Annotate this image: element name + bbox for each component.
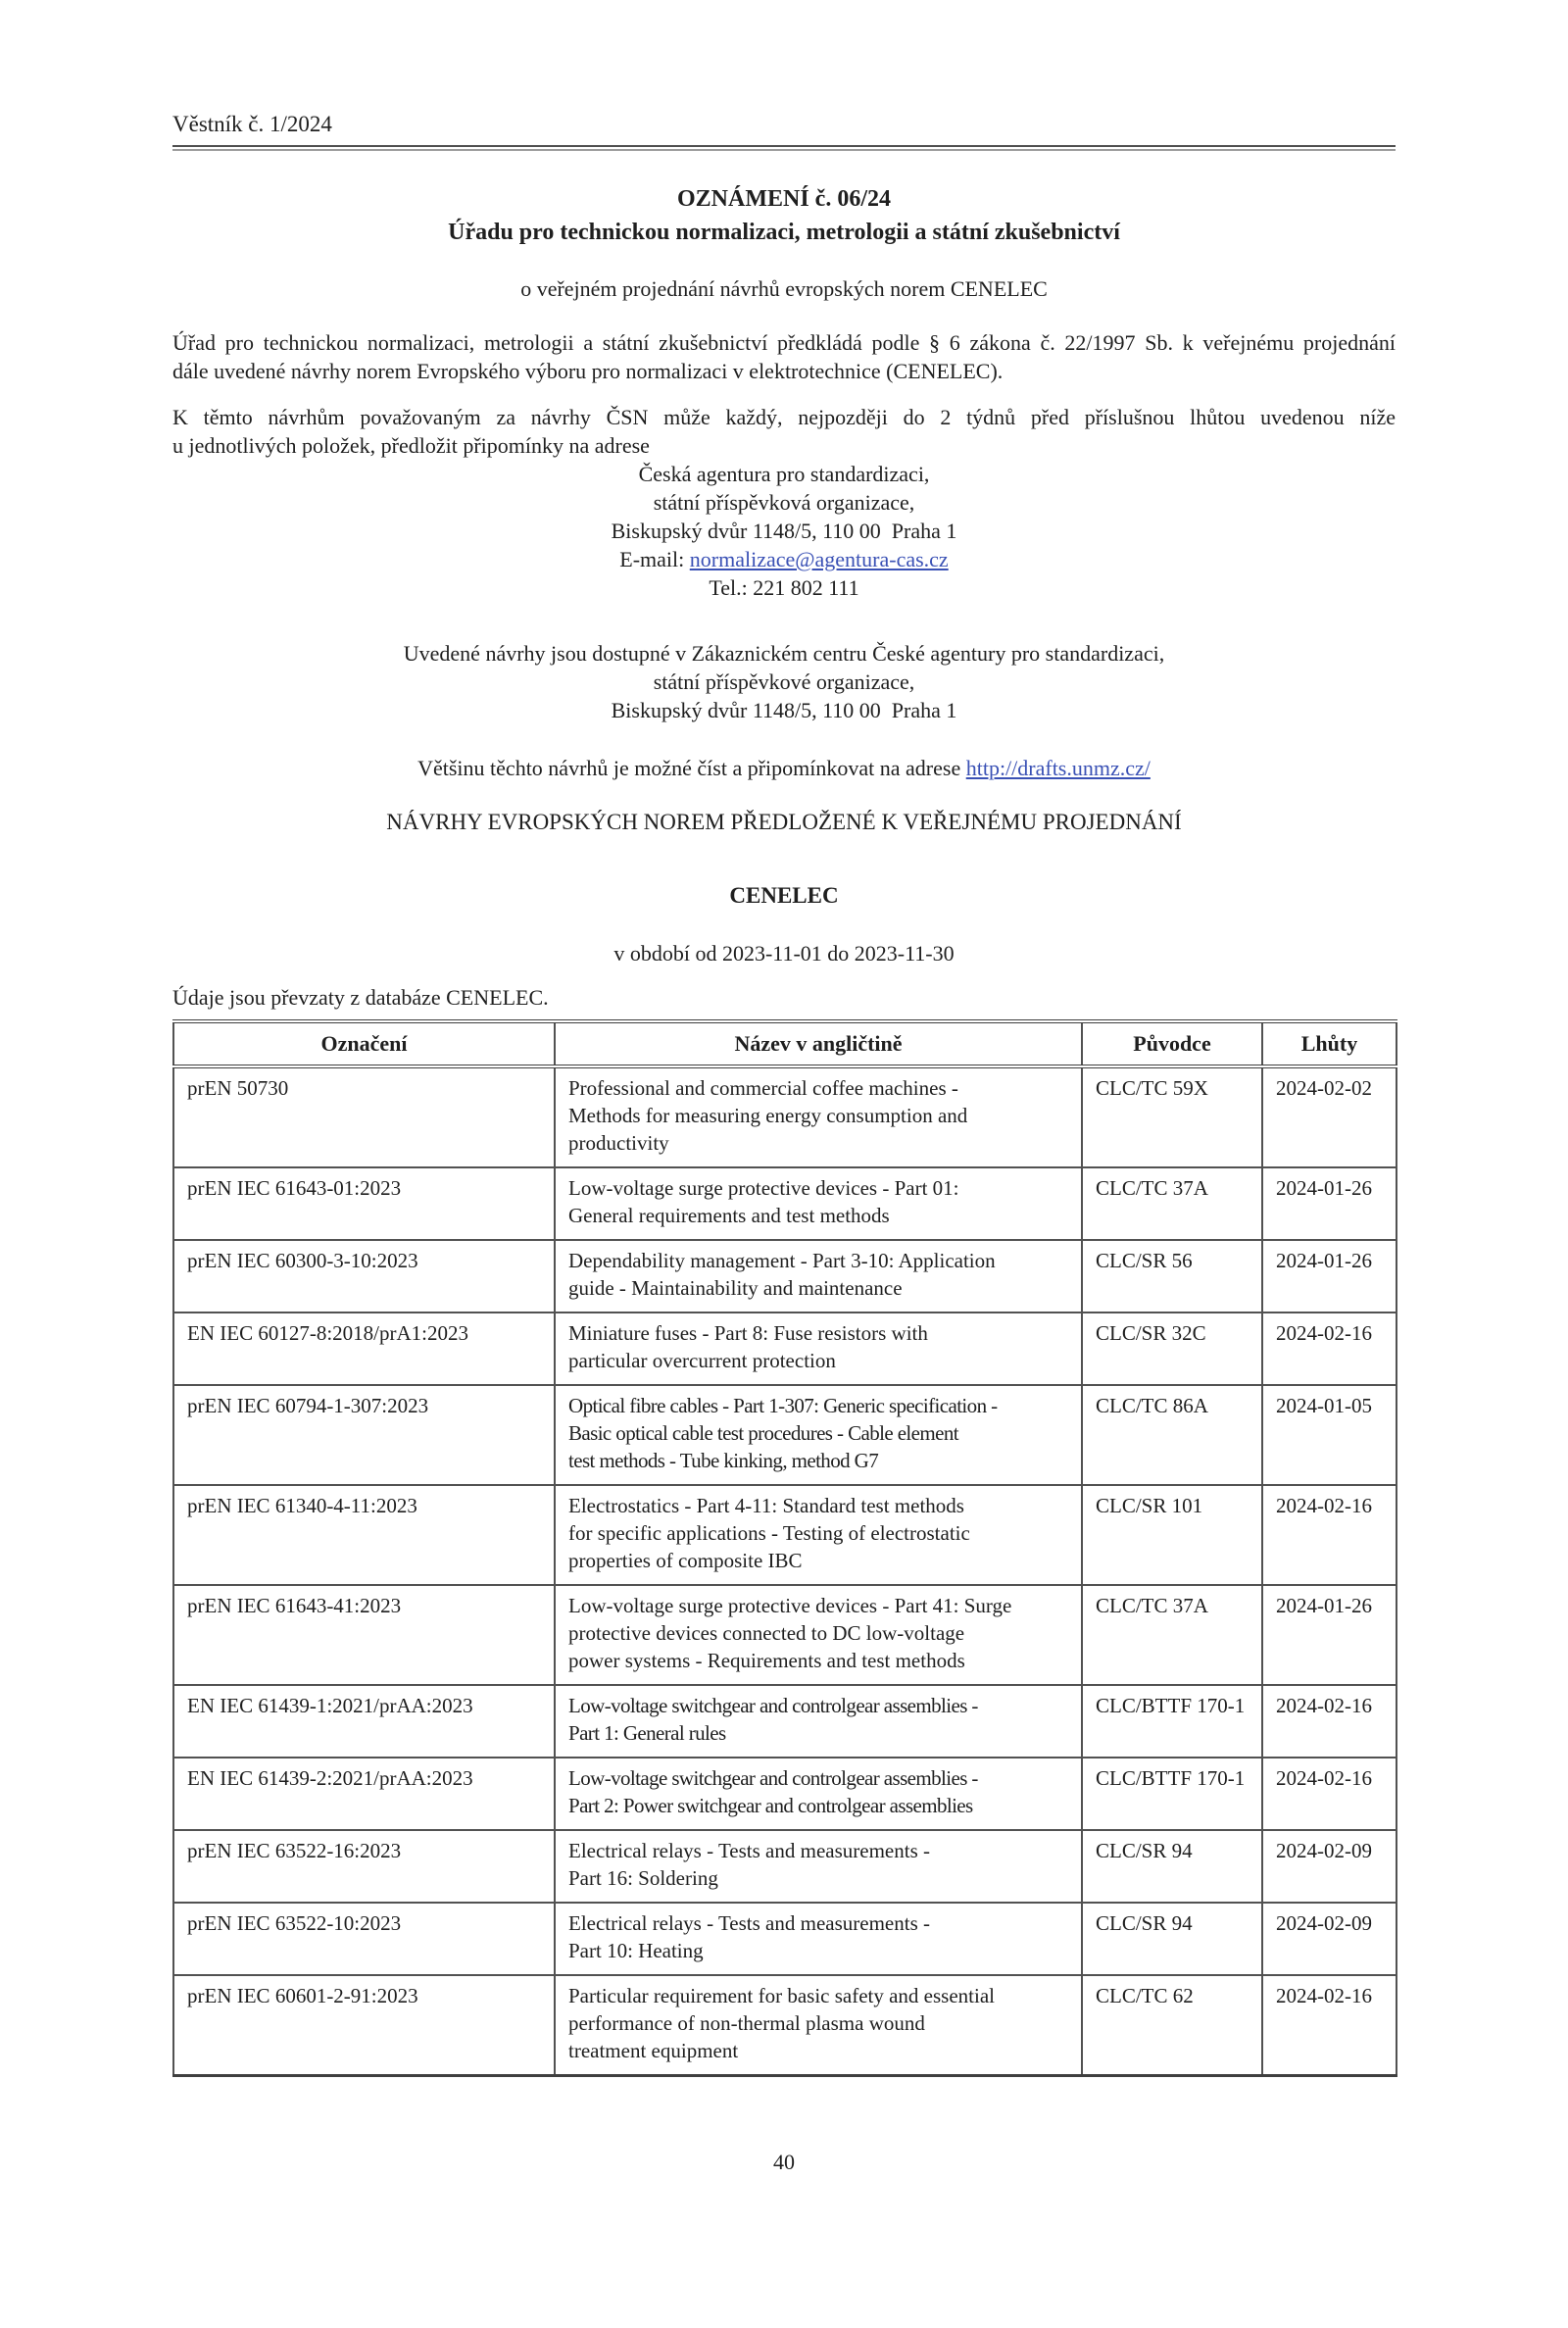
table-row: [173, 1240, 1396, 1313]
cell-originator: CLC/SR 32C: [1082, 1313, 1262, 1385]
contact-org-name: Česká agentura pro standardizaci,: [638, 462, 930, 486]
cell-deadline: 2024-02-16: [1262, 1758, 1396, 1830]
standards-table: [172, 1019, 1397, 2077]
cell-designation: prEN IEC 61643-01:2023: [173, 1167, 555, 1240]
table-row: [173, 1585, 1396, 1685]
column-header-designation: Označení: [173, 1021, 555, 1066]
cell-originator: CLC/TC 37A: [1082, 1585, 1262, 1685]
intro-line-1: Úřad pro technickou normalizaci, metrologii a státní zkušebnictví předkládá podle § 6 zákona č. 22/1997 Sb. k veřejnému projednání: [172, 330, 1396, 355]
table-row: [173, 1313, 1396, 1385]
cell-designation: EN IEC 61439-2:2021/prAA:2023: [173, 1758, 555, 1830]
availability-address-block: [172, 639, 1396, 724]
cell-originator: CLC/SR 101: [1082, 1485, 1262, 1585]
header-divider-rule: [172, 145, 1396, 151]
cell-title: Professional and commercial coffee machines - Methods for measuring energy consumption and productivity: [555, 1066, 1082, 1167]
notice-title: OZNÁMENÍ č. 06/24: [677, 186, 891, 212]
table-header-row: [173, 1021, 1396, 1066]
cell-title: Dependability management - Part 3-10: Application guide - Maintainability and maintenance: [555, 1240, 1082, 1313]
cell-title: Low-voltage switchgear and controlgear assemblies - Part 2: Power switchgear and controlgear assemblies: [555, 1758, 1082, 1830]
period-line: v období od 2023-11-01 do 2023-11-30: [613, 941, 955, 966]
table-row: [173, 1758, 1396, 1830]
drafts-portal-link[interactable]: http://drafts.unmz.cz/: [965, 756, 1151, 780]
organization-heading: CENELEC: [729, 883, 839, 908]
table-row: [173, 1685, 1396, 1758]
cell-originator: CLC/BTTF 170-1: [1082, 1685, 1262, 1758]
cell-designation: prEN IEC 60300-3-10:2023: [173, 1240, 555, 1313]
availability-line-3: Biskupský dvůr 1148/5, 110 00 Praha 1: [611, 698, 957, 722]
cell-designation: prEN IEC 61340-4-11:2023: [173, 1485, 555, 1585]
cell-deadline: 2024-02-16: [1262, 1485, 1396, 1585]
page-number: 40: [773, 2150, 795, 2174]
cell-designation: EN IEC 61439-1:2021/prAA:2023: [173, 1685, 555, 1758]
contact-org-type: státní příspěvková organizace,: [653, 490, 915, 515]
availability-line-2: státní příspěvkové organizace,: [653, 669, 915, 694]
online-review-line: [172, 754, 1396, 782]
availability-line-1: Uvedené návrhy jsou dostupné v Zákaznickém centru České agentury pro standardizaci,: [403, 641, 1165, 666]
cell-deadline: 2024-02-16: [1262, 1975, 1396, 2076]
cell-title: Low-voltage surge protective devices - Part 01: General requirements and test methods: [555, 1167, 1082, 1240]
table-row: [173, 1975, 1396, 2076]
cell-originator: CLC/TC 59X: [1082, 1066, 1262, 1167]
cell-title: Optical fibre cables - Part 1-307: Generic specification - Basic optical cable test procedures - Cable element test methods - Tube kinking, method G7: [555, 1385, 1082, 1485]
cell-designation: prEN IEC 63522-16:2023: [173, 1830, 555, 1903]
cell-title: Low-voltage switchgear and controlgear assemblies - Part 1: General rules: [555, 1685, 1082, 1758]
cell-deadline: 2024-01-26: [1262, 1167, 1396, 1240]
cell-title: Miniature fuses - Part 8: Fuse resistors with particular overcurrent protection: [555, 1313, 1082, 1385]
cell-deadline: 2024-01-05: [1262, 1385, 1396, 1485]
cell-designation: prEN IEC 63522-10:2023: [173, 1903, 555, 1975]
cell-originator: CLC/TC 86A: [1082, 1385, 1262, 1485]
cell-deadline: 2024-02-16: [1262, 1685, 1396, 1758]
cell-designation: EN IEC 60127-8:2018/prA1:2023: [173, 1313, 555, 1385]
column-header-title-english: Název v angličtině: [555, 1021, 1082, 1066]
source-note: Údaje jsou převzaty z databáze CENELEC.: [172, 985, 549, 1010]
cell-originator: CLC/TC 37A: [1082, 1167, 1262, 1240]
cell-deadline: 2024-01-26: [1262, 1240, 1396, 1313]
comments-paragraph: [172, 403, 1396, 460]
cell-deadline: 2024-02-02: [1262, 1066, 1396, 1167]
online-review-text: Většinu těchto návrhů je možné číst a připomínkovat na adrese: [417, 756, 966, 780]
page-header-title: Věstník č. 1/2024: [172, 112, 332, 136]
section-heading: NÁVRHY EVROPSKÝCH NOREM PŘEDLOŽENÉ K VEŘEJNÉMU PROJEDNÁNÍ: [386, 810, 1182, 834]
cell-title: Low-voltage surge protective devices - Part 41: Surge protective devices connected to DC low-voltage power systems - Requirements and test methods: [555, 1585, 1082, 1685]
table-row: [173, 1066, 1396, 1167]
contact-email-line: [172, 545, 1396, 573]
cell-designation: prEN IEC 61643-41:2023: [173, 1585, 555, 1685]
cell-designation: prEN 50730: [173, 1066, 555, 1167]
cell-originator: CLC/BTTF 170-1: [1082, 1758, 1262, 1830]
cell-deadline: 2024-02-09: [1262, 1830, 1396, 1903]
cell-deadline: 2024-02-09: [1262, 1903, 1396, 1975]
table-row: [173, 1167, 1396, 1240]
comments-line-2: u jednotlivých položek, předložit připomínky na adrese: [172, 433, 650, 458]
cell-deadline: 2024-02-16: [1262, 1313, 1396, 1385]
table-row: [173, 1903, 1396, 1975]
intro-line-2: dále uvedené návrhy norem Evropského výboru pro normalizaci v elektrotechnice (CENELEC).: [172, 359, 1004, 383]
comments-line-1: K těmto návrhům považovaným za návrhy ČSN může každý, nejpozději do 2 týdnů před příslušnou lhůtou uvedenou níže: [172, 405, 1396, 429]
cell-originator: CLC/TC 62: [1082, 1975, 1262, 2076]
table-row: [173, 1485, 1396, 1585]
cell-title: Particular requirement for basic safety and essential performance of non-thermal plasma wound treatment equipment: [555, 1975, 1082, 2076]
column-header-originator: Původce: [1082, 1021, 1262, 1066]
cell-title: Electrostatics - Part 4-11: Standard test methods for specific applications - Testing of electrostatic properties of composite IBC: [555, 1485, 1082, 1585]
table-row: [173, 1830, 1396, 1903]
email-label: E-mail:: [619, 547, 690, 571]
cell-originator: CLC/SR 56: [1082, 1240, 1262, 1313]
cell-designation: prEN IEC 60601-2-91:2023: [173, 1975, 555, 2076]
notice-subtitle: Úřadu pro technickou normalizaci, metrologii a státní zkušebnictví: [448, 220, 1120, 245]
cell-deadline: 2024-01-26: [1262, 1585, 1396, 1685]
notice-subject: o veřejném projednání návrhů evropských norem CENELEC: [520, 276, 1048, 301]
contact-address-block: [172, 460, 1396, 602]
cell-title: Electrical relays - Tests and measurements - Part 16: Soldering: [555, 1830, 1082, 1903]
table-row: [173, 1385, 1396, 1485]
contact-street-address: Biskupský dvůr 1148/5, 110 00 Praha 1: [611, 519, 957, 543]
document-page: [0, 110, 1568, 2328]
contact-phone-line: Tel.: 221 802 111: [709, 575, 859, 600]
cell-originator: CLC/SR 94: [1082, 1830, 1262, 1903]
email-link[interactable]: normalizace@agentura-cas.cz: [689, 547, 949, 571]
intro-paragraph: [172, 328, 1396, 385]
column-header-deadline: Lhůty: [1262, 1021, 1396, 1066]
cell-designation: prEN IEC 60794-1-307:2023: [173, 1385, 555, 1485]
cell-title: Electrical relays - Tests and measurements - Part 10: Heating: [555, 1903, 1082, 1975]
cell-originator: CLC/SR 94: [1082, 1903, 1262, 1975]
